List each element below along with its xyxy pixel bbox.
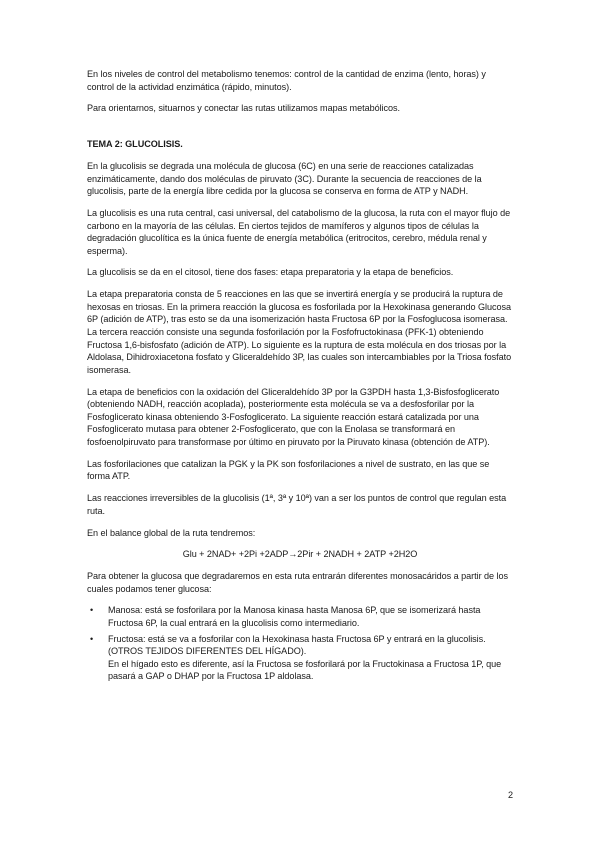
list-item-text: Fructosa: está se va a fosforilar con la Hexokinasa hasta Fructosa 6P y entrará en la glucolisis. (OTROS TEJIDOS DIFERENTES DEL HÍGADO). (108, 633, 486, 657)
page-number: 2 (508, 790, 514, 800)
paragraph-glucolisis-intro: En la glucolisis se degrada una molécula de glucosa (6C) en una serie de reacciones catalizadas enzimáticamente, dando dos moléculas de piruvato (3C). Durante la secuencia de reacciones de la glucolisis, parte de la energía libre cedida por la glucosa se conserva en forma de ATP y NADH. (87, 160, 482, 197)
balance-equation: Glu + 2NAD+ +2Pi +2ADP→2Pir + 2NADH + 2ATP +2H2O (182, 549, 418, 560)
bullet-icon: • (90, 633, 94, 644)
paragraph-substrate-phosphorylation: Las fosforilaciones que catalizan la PGK y la PK son fosforilaciones a nivel de sustrato, en las que se forma ATP. (87, 458, 490, 482)
monosaccharide-list (87, 604, 513, 683)
list-item-manosa (90, 604, 513, 629)
paragraph-central-route: La glucolisis es una ruta central, casi universal, del catabolismo de la glucosa, la ruta con el mayor flujo de carbono en la mayoría de las células. En ciertos tejidos de mamíferos y algunos tipos de células la degradación glucolítica es la única fuente de energía metabólica (eritrocitos, cerebro, médula renal y esperma). (87, 207, 511, 256)
paragraph-benefits-stage: La etapa de beneficios con la oxidación del Gliceraldehído 3P por la G3PDH hasta 1,3-Bisfosfoglicerato (obteniendo NADH, reacción acoplada), posteriormente esta molécula se va a desfosforilar por la Fosfoglicerato kinasa obteniendo 3-Fosfoglicerato. La siguiente reacción estará catalizada por una Fosfoglicerato mutasa para obtener 2-Fosfoglicerato, que con la Enolasa se transformará en fosfoenolpiruvato para transformase por último en piruvato por la Piruvato kinasa (obtención de ATP). (87, 386, 500, 447)
paragraph-metabolic-maps: Para orientarnos, situarnos y conectar las rutas utilizamos mapas metabólicos. (87, 103, 401, 114)
paragraph-phases: La glucolisis se da en el citosol, tiene dos fases: etapa preparatoria y la etapa de beneficios. (87, 267, 454, 278)
section-title: TEMA 2: GLUCOLISIS. (87, 139, 183, 150)
list-item-text-liver: En el hígado esto es diferente, así la Fructosa se fosforilará por la Fructokinasa a Fructosa 1P, que pasará a GAP o DHAP por la Fructosa 1P aldolasa. (108, 658, 502, 682)
list-item-text: Manosa: está se fosforilara por la Manosa kinasa hasta Manosa 6P, que se isomerizará hasta Fructosa 6P, la cual entrará en la glucolisis como intermediario. (108, 605, 481, 629)
bullet-icon: • (90, 605, 94, 616)
page-content (87, 68, 513, 686)
spacer (87, 124, 513, 138)
paragraph-global-balance: En el balance global de la ruta tendremos: (87, 527, 256, 538)
paragraph-preparatory-stage: La etapa preparatoria consta de 5 reacciones en las que se invertirá energía y se producirá la ruptura de hexosas en triosas. En la primera reacción la glucosa es fosforilada por la Hexokinasa generando Glucosa 6P (adición de ATP), tras esto se da una isomerización hasta Fructosa 6P por la Fosfoglucosa isomerasa. La tercera reacción consiste una segunda fosforilación por la Fosfofructokinasa (PFK-1) obteniendo Fructosa 1,6-bisfosfato (adición de ATP). Lo siguiente es la ruptura de esta molécula en dos triosas por la Aldolasa, Dihidroxiacetona fosfato y Gliceraldehído 3P, las cuales son intercambiables por la Triosa fosfato isomerasa. (87, 289, 512, 375)
paragraph-control-levels: En los niveles de control del metabolismo tenemos: control de la cantidad de enzima (lento, horas) y control de la actividad enzimática (rápido, minutos). (87, 69, 486, 92)
paragraph-irreversible-reactions: Las reacciones irreversibles de la glucolisis (1ª, 3ª y 10ª) van a ser los puntos de control que regulan esta ruta. (87, 493, 507, 516)
paragraph-monosaccharides: Para obtener la glucosa que degradaremos en esta ruta entrarán diferentes monosacáridos a partir de los cuales podamos tener glucosa: (87, 571, 508, 594)
list-item-fructosa (90, 633, 513, 683)
